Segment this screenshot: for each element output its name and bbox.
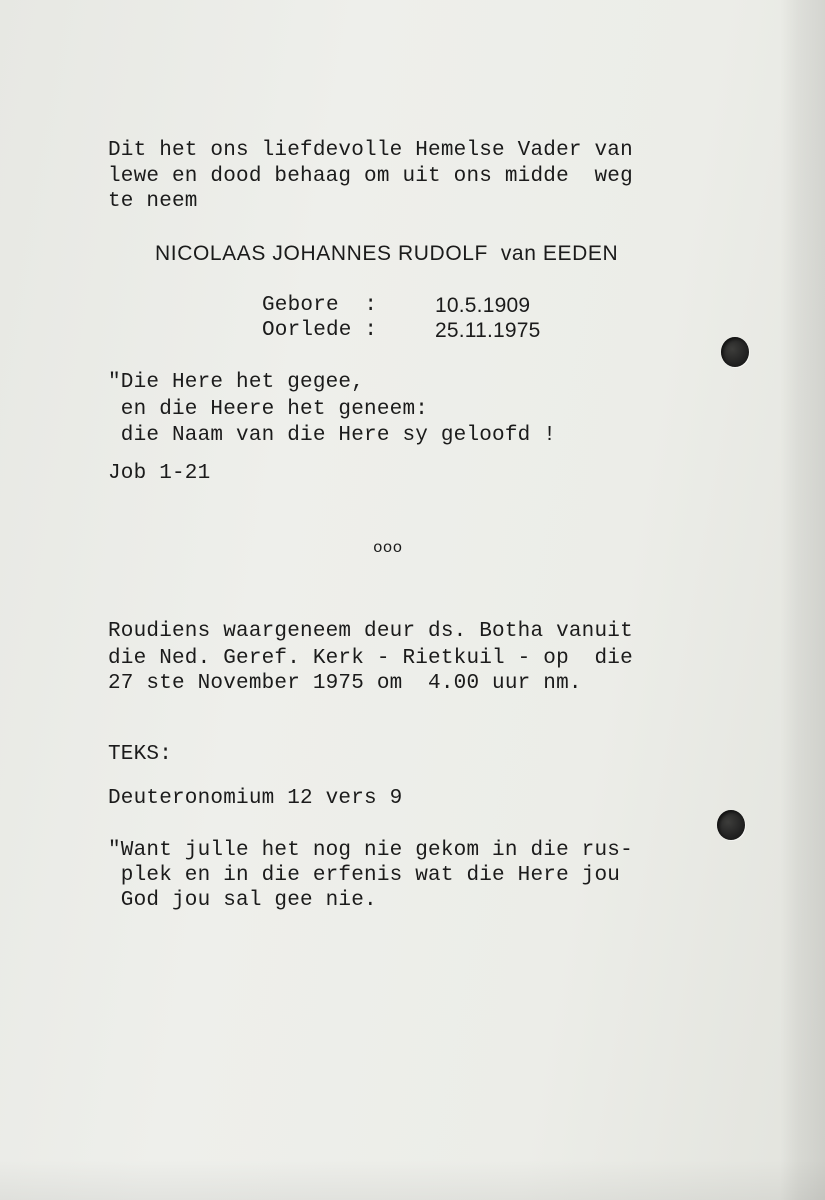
scripture-reference: Job 1-21 [108, 462, 211, 485]
service-line-3: 27 ste November 1975 om 4.00 uur nm. [108, 672, 582, 695]
punch-hole-lower [717, 810, 745, 840]
born-label: Gebore : [262, 294, 378, 317]
punch-hole-upper [721, 337, 749, 367]
text-line-2: plek en in die erfenis wat die Here jou [108, 864, 621, 887]
born-date: 10.5.1909 [435, 294, 531, 317]
intro-line-3: te neem [108, 190, 198, 213]
text-line-3: God jou sal gee nie. [108, 889, 377, 912]
text-heading: TEKS: [108, 743, 173, 766]
intro-line-2: lewe en dood behaag om uit ons midde weg [108, 165, 633, 188]
deceased-name: NICOLAAS JOHANNES RUDOLF van EEDEN [155, 242, 619, 265]
died-label: Oorlede : [262, 319, 378, 342]
text-line-1: "Want julle het nog nie gekom in die rus- [108, 839, 633, 862]
service-line-2: die Ned. Geref. Kerk - Rietkuil - op die [108, 647, 633, 670]
text-reference: Deuteronomium 12 vers 9 [108, 787, 403, 810]
paper-fold-shadow [780, 0, 825, 1200]
paper-bottom-shadow [0, 1160, 825, 1200]
separator-ornament: ooo [373, 539, 403, 557]
service-line-1: Roudiens waargeneem deur ds. Botha vanuit [108, 620, 633, 643]
died-date: 25.11.1975 [435, 319, 541, 342]
intro-line-1: Dit het ons liefdevolle Hemelse Vader van [108, 139, 633, 162]
scripture-line-1: "Die Here het gegee, [108, 371, 365, 394]
scripture-line-2: en die Heere het geneem: [108, 398, 429, 421]
scripture-line-3: die Naam van die Here sy geloofd ! [108, 424, 557, 447]
